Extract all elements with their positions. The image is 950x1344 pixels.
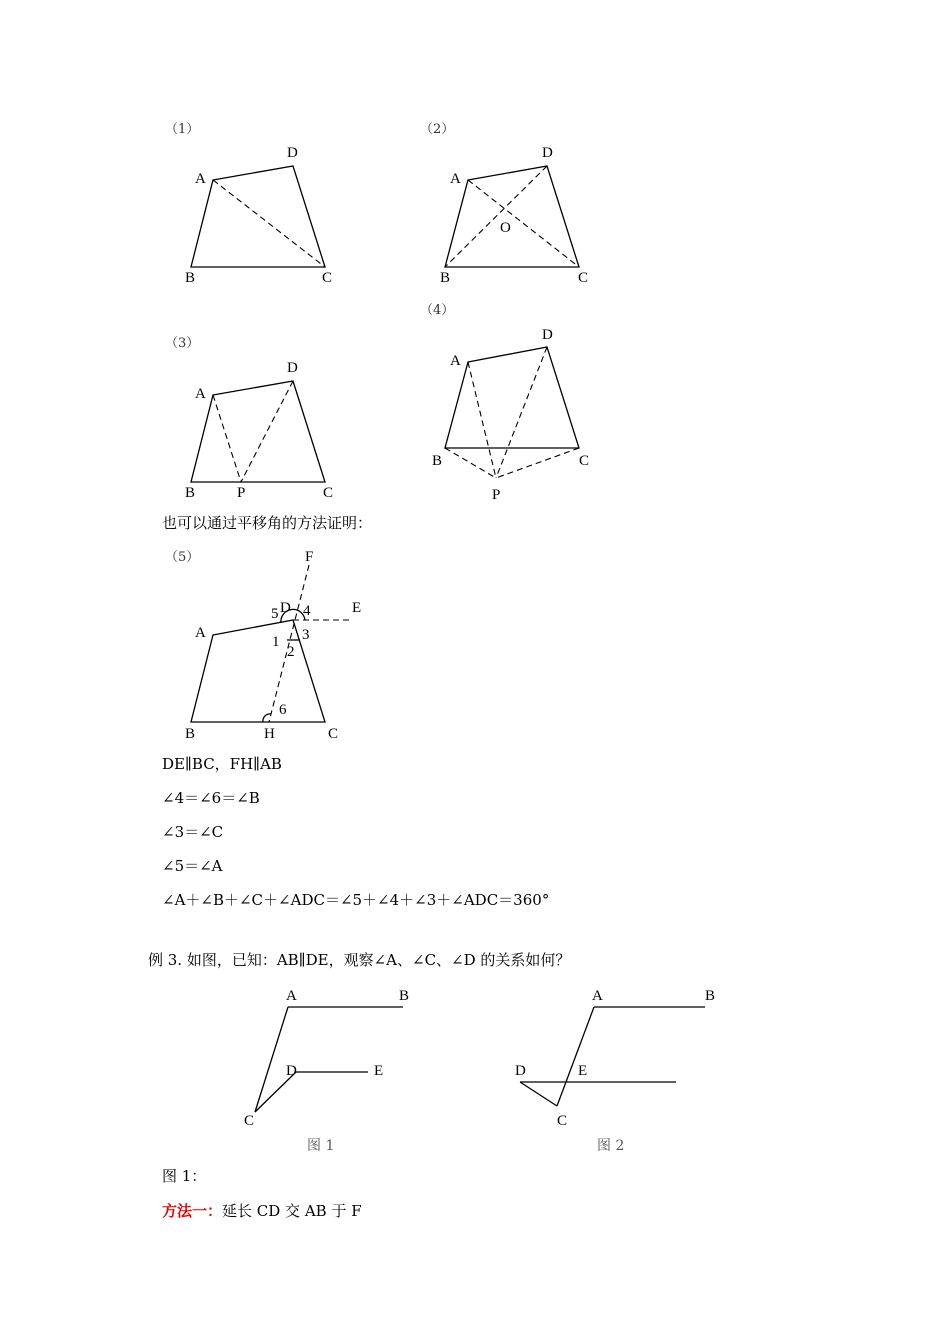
label-6: 6 (279, 702, 287, 718)
label-b: B (185, 726, 196, 742)
label-d: D (286, 1063, 297, 1079)
example-figure-2 (515, 988, 715, 1154)
label-c: C (578, 270, 589, 286)
proof-line-1: DE∥BC，FH∥AB (162, 755, 282, 773)
label-o: O (500, 220, 511, 236)
label-a: A (195, 171, 206, 187)
label-a: A (592, 988, 603, 1004)
translation-method-note: 也可以通过平移角的方法证明： (162, 514, 373, 532)
figure-1-caption: （1） (165, 122, 200, 137)
figure-3-caption: （3） (165, 336, 200, 351)
proof-line-2: ∠4＝∠6＝∠B (162, 789, 260, 807)
label-1: 1 (272, 634, 280, 650)
label-a: A (286, 988, 297, 1004)
label-d: D (280, 600, 291, 616)
figure-1-heading: 图 1： (162, 1167, 207, 1185)
label-e: E (374, 1063, 384, 1079)
figure-2 (420, 122, 588, 286)
figure-4-caption: （4） (420, 303, 455, 318)
method-one-text: 延长 CD 交 AB 于 F (222, 1202, 362, 1220)
label-a: A (195, 386, 206, 402)
figure-5 (165, 549, 361, 742)
label-4: 4 (303, 603, 311, 619)
figure-2-caption: （2） (420, 122, 455, 137)
quadrilateral-abcd (191, 166, 325, 267)
label-d: D (515, 1063, 526, 1079)
figure-5-caption: （5） (165, 550, 200, 565)
label-a: A (450, 171, 461, 187)
segment-ap (468, 362, 496, 478)
label-d: D (542, 145, 553, 161)
label-p: P (237, 485, 246, 501)
example-figure-1 (244, 988, 409, 1154)
label-c: C (328, 726, 339, 742)
label-f: F (305, 549, 314, 565)
label-h: H (264, 726, 275, 742)
segment-dc (520, 1082, 557, 1106)
figure-3 (165, 336, 333, 501)
label-e: E (352, 600, 362, 616)
label-d: D (542, 327, 553, 343)
caption: 图 2 (597, 1138, 625, 1154)
method-one-label: 方法一： (162, 1202, 223, 1220)
label-c: C (557, 1113, 568, 1129)
label-b: B (185, 270, 196, 286)
segment-dp (496, 347, 547, 478)
label-c: C (322, 270, 333, 286)
label-b: B (399, 988, 410, 1004)
quadrilateral-abcd (191, 381, 325, 482)
label-b: B (432, 453, 443, 469)
proof-line-5: ∠A＋∠B＋∠C＋∠ADC＝∠5＋∠4＋∠3＋∠ADC＝360° (162, 891, 550, 909)
label-2: 2 (287, 644, 295, 660)
label-b: B (705, 988, 716, 1004)
label-a: A (195, 625, 206, 641)
figure-4 (420, 303, 589, 503)
label-d: D (287, 360, 298, 376)
segment-bp (445, 448, 496, 478)
label-5: 5 (271, 606, 279, 622)
label-3: 3 (302, 627, 310, 643)
segment-ac (557, 1007, 594, 1106)
label-c: C (244, 1113, 255, 1129)
label-d: D (287, 145, 298, 161)
label-e: E (578, 1063, 588, 1079)
segment-cp (496, 448, 579, 478)
segment-ap (213, 395, 241, 482)
label-p: P (492, 487, 501, 503)
proof-line-3: ∠3＝∠C (162, 823, 224, 841)
label-b: B (185, 485, 196, 501)
diagonal-ac (468, 180, 579, 267)
example-3-question: 例 3. 如图，已知：AB∥DE，观察∠A、∠C、∠D 的关系如何？ (148, 951, 571, 969)
figure-1 (165, 122, 332, 286)
proof-line-4: ∠5＝∠A (162, 857, 223, 875)
segment-dp (241, 381, 293, 482)
method-one-line (162, 1201, 362, 1221)
label-b: B (440, 270, 451, 286)
label-a: A (450, 353, 461, 369)
label-c: C (579, 453, 590, 469)
caption: 图 1 (307, 1138, 335, 1154)
label-c: C (323, 485, 334, 501)
quadrilateral-abcd (445, 347, 579, 448)
diagonal-ac (213, 180, 325, 267)
